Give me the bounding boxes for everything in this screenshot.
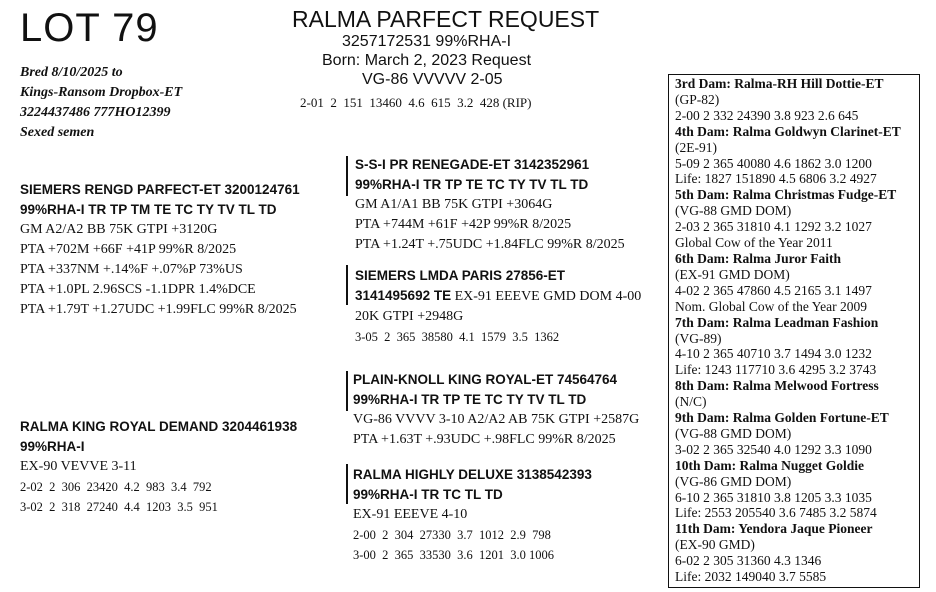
ancestor-line: (EX-90 GMD): [675, 537, 755, 553]
sire-sire-name: S-S-I PR RENEGADE-ET 3142352961: [355, 157, 590, 172]
ancestor-line: 4-02 2 365 47860 4.5 2165 3.1 1497: [675, 282, 872, 298]
dam-dam-name: RALMA HIGHLY DELUXE 3138542393: [353, 467, 592, 482]
animal-registration: 3257172531 99%RHA-I: [342, 33, 512, 50]
ancestor-line: 6-02 2 305 31360 4.3 1346: [675, 553, 822, 569]
bracket-line: [346, 265, 348, 305]
ancestor-line: (VG-88 GMD DOM): [675, 425, 792, 441]
ancestor-heading: 6th Dam: Ralma Juror Faith: [675, 250, 841, 266]
sire-codes: 99%RHA-I TR TP TM TE TC TY TV TL TD: [20, 202, 277, 217]
lot-number: LOT 79: [20, 6, 159, 50]
sire-sire-line: PTA +1.24T +.75UDC +1.84FLC 99%R 8/2025: [355, 237, 625, 252]
ancestor-line: 4-10 2 365 40710 3.7 1494 3.0 1232: [675, 346, 872, 362]
animal-score: VG-86 VVVVV 2-05: [362, 71, 503, 88]
ancestor-line: Life: 1827 151890 4.5 6806 3.2 4927: [675, 171, 877, 187]
dam-dam-codes: 99%RHA-I TR TC TL TD: [353, 487, 503, 502]
sire-sire-codes: 99%RHA-I TR TP TE TC TY TV TL TD: [355, 177, 589, 192]
sire-name: SIEMERS RENGD PARFECT-ET 3200124761: [20, 182, 300, 197]
sire-dam-line: 20K GTPI +2948G: [355, 309, 464, 324]
sire-dam-record: 3-05 2 365 38580 4.1 1579 3.5 1362: [355, 330, 560, 344]
ancestor-heading: 3rd Dam: Ralma-RH Hill Dottie-ET: [675, 76, 884, 91]
sire-line: PTA +337NM +.14%F +.07%P 73%US: [20, 262, 243, 277]
animal-record: 2-01 2 151 13460 4.6 615 3.2 428 (RIP): [300, 95, 532, 110]
ancestor-heading: 4th Dam: Ralma Goldwyn Clarinet-ET: [675, 123, 901, 139]
ancestor-line: Life: 1243 117710 3.6 4295 3.2 3743: [675, 362, 877, 378]
sire-block: [20, 180, 300, 320]
dam-sire-codes: 99%RHA-I TR TP TE TC TY TV TL TD: [353, 392, 587, 407]
ancestor-heading: 10th Dam: Ralma Nugget Goldie: [675, 457, 864, 473]
dam-sire-name: PLAIN-KNOLL KING ROYAL-ET 74564764: [353, 372, 618, 387]
ancestor-line: 2-00 2 332 24390 3.8 923 2.6 645: [675, 107, 859, 123]
dam-block: [20, 417, 297, 517]
ancestor-line: Life: 2032 149040 3.7 5585: [675, 569, 827, 585]
sire-sire-line: GM A1/A1 BB 75K GTPI +3064G: [355, 197, 553, 212]
ancestor-heading: 11th Dam: Yendora Jaque Pioneer: [675, 521, 873, 537]
ancestor-line: 5-09 2 365 40080 4.6 1862 3.0 1200: [675, 155, 872, 171]
dam-dam-record: 2-00 2 304 27330 3.7 1012 2.9 798: [353, 528, 551, 542]
dam-sire-line: PTA +1.63T +.93UDC +.98FLC 99%R 8/2025: [353, 432, 616, 447]
dam-record: 2-02 2 306 23420 4.2 983 3.4 792: [20, 480, 212, 494]
dam-sire-block: [353, 370, 639, 450]
sire-line: PTA +1.79T +1.27UDC +1.99FLC 99%R 8/2025: [20, 302, 297, 317]
animal-born: Born: March 2, 2023 Request: [322, 52, 532, 69]
ancestor-line: (EX-91 GMD DOM): [675, 266, 790, 282]
sire-dam-name: SIEMERS LMDA PARIS 27856-ET: [355, 268, 566, 283]
dam-score: EX-90 VEVVE 3-11: [20, 459, 137, 474]
dam-record: 3-02 2 318 27240 4.4 1203 3.5 951: [20, 500, 218, 514]
ancestor-heading: 7th Dam: Ralma Leadman Fashion: [675, 314, 879, 330]
sire-dam-reg: 3141495692 TE: [355, 288, 452, 303]
ancestor-line: (VG-86 GMD DOM): [675, 473, 792, 489]
ancestor-line: (VG-89): [675, 330, 722, 346]
bracket-line: [346, 371, 348, 411]
dam-dam-score: EX-91 EEEVE 4-10: [353, 507, 468, 522]
sire-line: PTA +702M +66F +41P 99%R 8/2025: [20, 242, 237, 257]
bracket-line: [346, 156, 348, 196]
ancestor-line: (2E-91): [675, 139, 717, 155]
bred-info: [20, 63, 182, 143]
dam-dam-record: 3-00 2 365 33530 3.6 1201 3.0 1006: [353, 548, 555, 562]
dam-dam-block: [353, 465, 592, 565]
sire-dam-block: [355, 266, 641, 347]
sire-sire-block: [355, 155, 625, 255]
extended-pedigree-box: [668, 74, 920, 588]
ancestor-line: (GP-82): [675, 91, 720, 107]
bracket-line: [346, 464, 348, 504]
sire-dam-score: EX-91 EEEVE GMD DOM 4-00: [451, 289, 642, 304]
animal-name: RALMA PARFECT REQUEST: [292, 6, 600, 32]
ancestor-line: (N/C): [675, 394, 707, 410]
bred-line: Kings-Ransom Dropbox-ET: [20, 85, 183, 100]
sire-line: PTA +1.0PL 2.96SCS -1.1DPR 1.4%DCE: [20, 282, 256, 297]
bred-line: Bred 8/10/2025 to: [20, 65, 123, 80]
ancestor-line: 3-02 2 365 32540 4.0 1292 3.3 1090: [675, 441, 872, 457]
dam-codes: 99%RHA-I: [20, 439, 85, 454]
ancestor-line: 2-03 2 365 31810 4.1 1292 3.2 1027: [675, 219, 872, 235]
ancestor-heading: 8th Dam: Ralma Melwood Fortress: [675, 378, 879, 394]
ancestor-line: (VG-88 GMD DOM): [675, 203, 792, 219]
bred-line: Sexed semen: [20, 125, 95, 140]
dam-sire-line: VG-86 VVVV 3-10 A2/A2 AB 75K GTPI +2587G: [353, 412, 640, 427]
ancestor-line: Global Cow of the Year 2011: [675, 235, 833, 251]
dam-name: RALMA KING ROYAL DEMAND 3204461938: [20, 419, 298, 434]
ancestor-line: Life: 2553 205540 3.6 7485 3.2 5874: [675, 505, 877, 521]
ancestor-line: Nom. Global Cow of the Year 2009: [675, 298, 867, 314]
ancestor-line: 6-10 2 365 31810 3.8 1205 3.3 1035: [675, 489, 872, 505]
bred-line: 3224437486 777HO12399: [20, 105, 171, 120]
sire-sire-line: PTA +744M +61F +42P 99%R 8/2025: [355, 217, 572, 232]
sire-line: GM A2/A2 BB 75K GTPI +3120G: [20, 222, 218, 237]
ancestor-heading: 5th Dam: Ralma Christmas Fudge-ET: [675, 187, 897, 203]
ancestor-heading: 9th Dam: Ralma Golden Fortune-ET: [675, 410, 889, 426]
